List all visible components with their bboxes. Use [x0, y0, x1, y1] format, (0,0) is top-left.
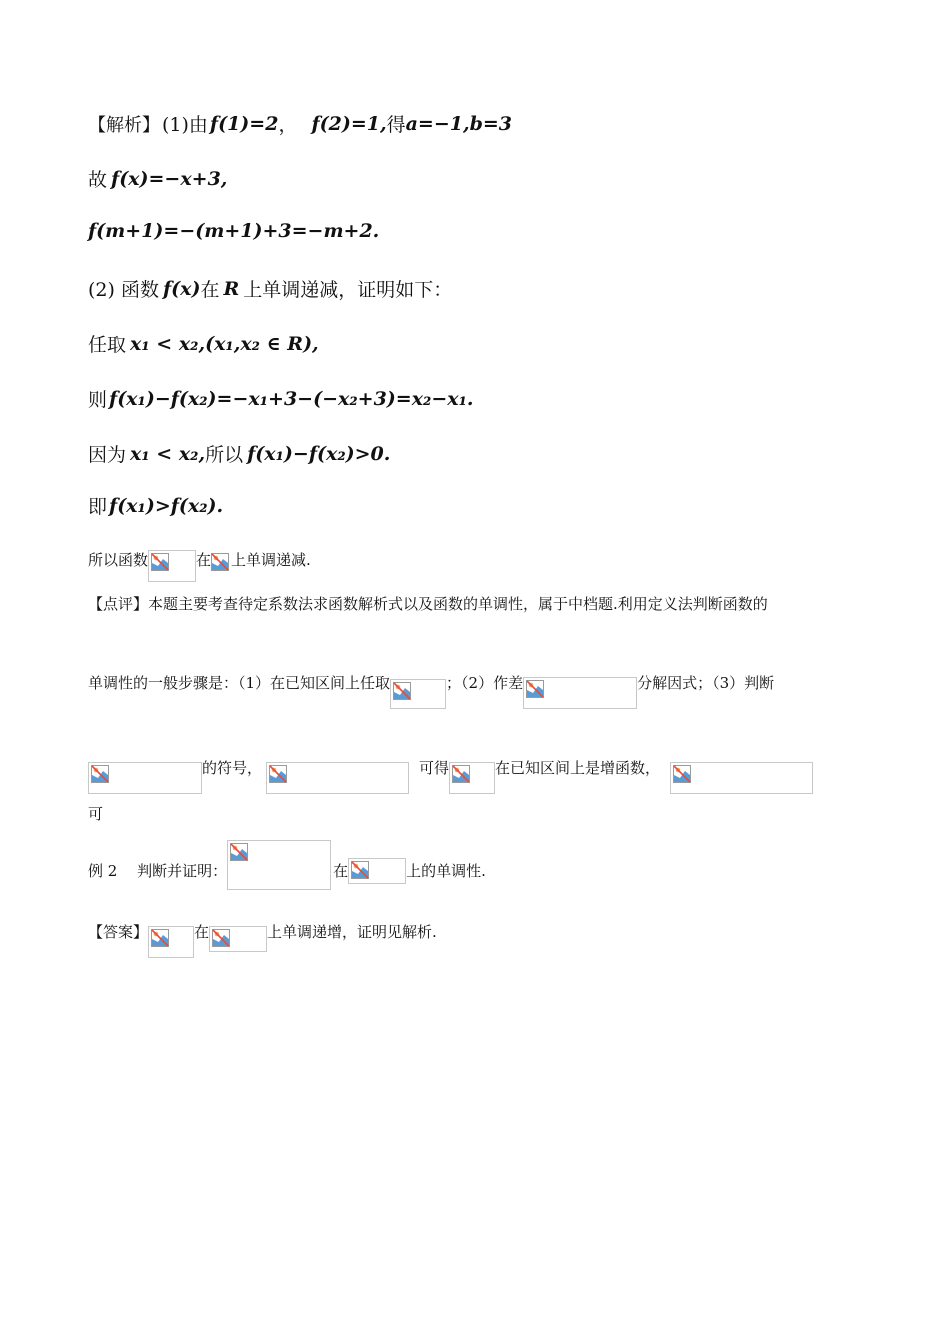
text: 即 [88, 496, 108, 518]
math-fx: f(x)=−x+3, [111, 167, 228, 190]
broken-image-icon [670, 762, 813, 794]
text: 在 [196, 550, 212, 569]
comment-text: 可 [88, 805, 104, 823]
solution-line-8 [88, 492, 223, 519]
comment-line-3 [88, 740, 813, 794]
comment-text: 可得 [419, 758, 450, 777]
example-text: 上的单调性. [406, 861, 486, 880]
solution-line-5 [88, 330, 319, 357]
comment-text: 在已知区间上是增函数， [495, 758, 661, 777]
text: 所以 [205, 444, 244, 466]
text: 上单调递减. [231, 550, 311, 569]
example-text: 例 2 判断并证明： [88, 861, 228, 880]
comment-text: 【点评】本题主要考查待定系数法求函数解析式以及函数的单调性，属于中档题.利用定义法判断函数的 [88, 595, 768, 613]
comment-line-2 [88, 655, 774, 709]
text: 则 [88, 389, 108, 411]
text: 所以函数 [88, 550, 149, 569]
broken-image-icon [211, 553, 231, 575]
broken-image-icon [209, 926, 267, 952]
example-text: 在 [333, 861, 349, 880]
broken-image-icon [227, 840, 331, 890]
broken-image-icon [523, 677, 637, 709]
comment-line-1 [88, 593, 768, 614]
solution-line-2 [88, 165, 227, 192]
text: 故 [88, 169, 108, 191]
solution-line-1 [88, 110, 512, 137]
answer-label: 【答案】 [88, 922, 149, 941]
broken-image-icon [148, 550, 196, 582]
math-fx: f(x) [162, 277, 201, 300]
math-fx1-gt-fx2: f(x₁)>f(x₂). [109, 494, 224, 517]
broken-image-icon [148, 926, 194, 958]
math-f2: f(2)=1, [311, 112, 387, 135]
math-R: R [223, 277, 240, 300]
text: 任取 [88, 334, 127, 356]
text: 因为 [88, 444, 127, 466]
text: 得 [386, 114, 406, 136]
example-2-line [88, 850, 486, 890]
text: (2) 函数 [88, 279, 159, 301]
broken-image-icon [449, 762, 495, 794]
math-ab: a=−1,b=3 [405, 112, 513, 135]
answer-text: 在 [194, 922, 210, 941]
math-diff-positive: f(x₁)−f(x₂)>0. [247, 442, 391, 465]
solution-line-9 [88, 536, 311, 582]
text: (1)由 [162, 114, 208, 136]
comment-text: 分解因式；（3）判断 [637, 673, 775, 692]
broken-image-icon [88, 762, 202, 794]
math-f1: f(1)=2 [209, 112, 279, 135]
solution-line-6 [88, 385, 474, 412]
solution-line-4 [88, 275, 452, 302]
broken-image-icon [348, 858, 406, 884]
comment-line-4 [88, 803, 103, 824]
solution-line-3 [88, 220, 379, 242]
broken-image-icon [390, 679, 446, 709]
jiexi-label: 【解析】 [88, 114, 160, 136]
comment-text: 的符号， [202, 758, 263, 777]
answer-line [88, 904, 437, 958]
text: 在 [200, 279, 220, 301]
text: 上单调递减，证明如下： [243, 279, 453, 301]
math-x1x2: x₁ < x₂, [130, 442, 206, 465]
comment-text: 单调性的一般步骤是：（1）在已知区间上任取 [88, 673, 391, 692]
solution-line-7 [88, 440, 390, 467]
answer-text: 上单调递增，证明见解析. [267, 922, 437, 941]
comma: ， [278, 114, 298, 136]
comment-text: ；（2）作差 [446, 673, 524, 692]
broken-image-icon [266, 762, 409, 794]
math-diff: f(x₁)−f(x₂)=−x₁+3−(−x₂+3)=x₂−x₁. [109, 387, 474, 410]
math-fm: f(m+1)=−(m+1)+3=−m+2. [88, 220, 380, 242]
math-x1x2: x₁ < x₂,(x₁,x₂ ∈ R), [130, 332, 319, 355]
